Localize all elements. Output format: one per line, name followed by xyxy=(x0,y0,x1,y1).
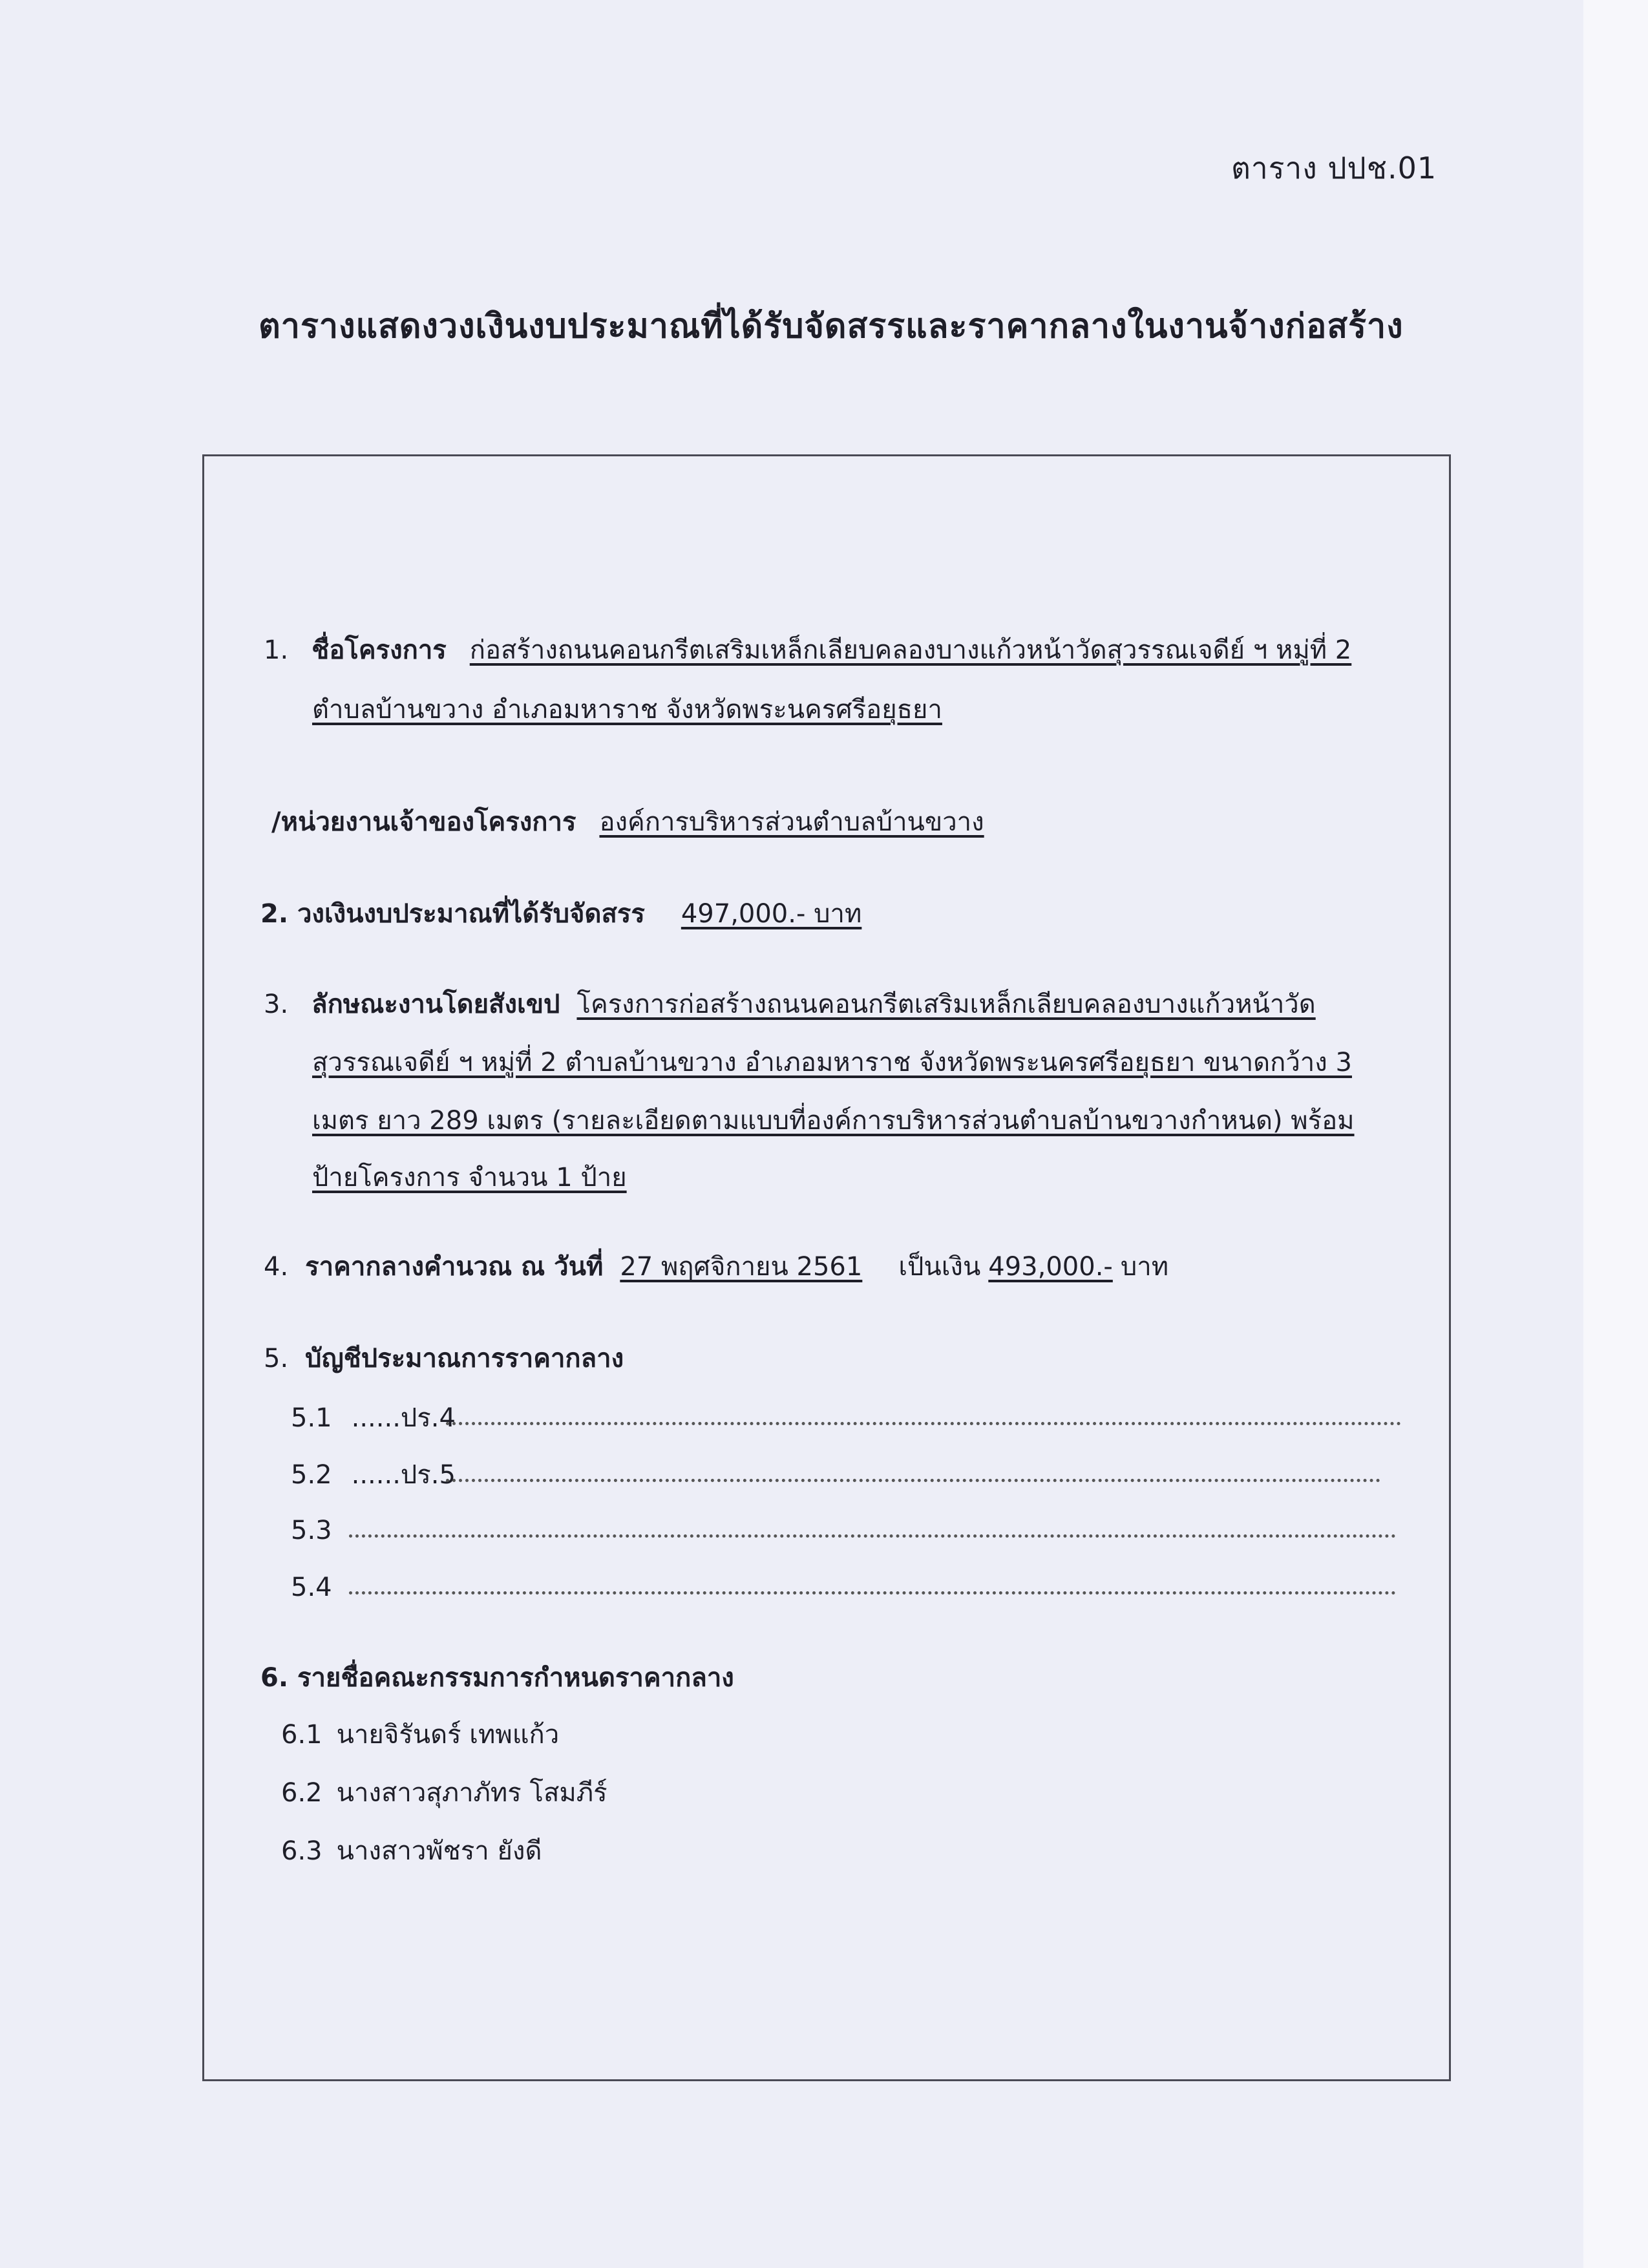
estimate-row-3-number: 5.3 xyxy=(291,1516,332,1545)
committee-member-3-name: นางสาวพัชรา ยังดี xyxy=(336,1836,542,1866)
item1-value-line2: ตำบลบ้านขวาง อำเภอมหาราช จังหวัดพระนครศรีอยุธยา xyxy=(312,695,942,725)
estimate-row-4-number: 5.4 xyxy=(291,1573,332,1602)
estimate-row-2-dotted-line xyxy=(446,1479,1380,1482)
committee-member-3 xyxy=(281,1836,542,1867)
estimate-row-1 xyxy=(291,1403,456,1434)
committee-member-2-name: นางสาวสุภาภัทร โสมภีร์ xyxy=(336,1778,607,1808)
estimate-row-4 xyxy=(291,1572,352,1603)
item4-date: 27 พฤศจิกายน 2561 xyxy=(620,1252,863,1282)
item4-row xyxy=(264,1251,1168,1282)
item4-label: ราคากลางคำนวณ ณ วันที่ xyxy=(305,1252,604,1282)
owner-value: องค์การบริหารส่วนตำบลบ้านขวาง xyxy=(599,807,984,837)
item2-row xyxy=(260,898,861,929)
form-code: ตาราง ปปช.01 xyxy=(1231,151,1437,185)
owner-label: /หน่วยงานเจ้าของโครงการ xyxy=(271,807,576,837)
item1-label: ชื่อโครงการ xyxy=(312,635,447,665)
item2-label: 2. วงเงินงบประมาณที่ได้รับจัดสรร xyxy=(260,899,645,929)
owner-row xyxy=(271,807,984,838)
estimate-row-1-dotted-line xyxy=(446,1422,1401,1425)
estimate-row-1-number: 5.1 xyxy=(291,1403,332,1433)
item3-line1: โครงการก่อสร้างถนนคอนกรีตเสริมเหล็กเลียบคลองบางแก้วหน้าวัด xyxy=(576,990,1316,1019)
scan-edge xyxy=(1583,0,1648,2268)
committee-member-1-name: นายจิรันดร์ เทพแก้ว xyxy=(336,1720,560,1750)
estimate-row-2 xyxy=(291,1459,456,1490)
item3-line2: สุวรรณเจดีย์ ฯ หมู่ที่ 2 ตำบลบ้านขวาง อำเภอมหาราช จังหวัดพระนครศรีอยุธยา ขนาดกว้าง 3 xyxy=(312,1048,1352,1077)
item4-unit: บาท xyxy=(1120,1252,1169,1282)
item4-amount: 493,000.- xyxy=(988,1252,1113,1282)
estimate-row-1-text: ......ปร.4 xyxy=(351,1403,456,1433)
item3-label: ลักษณะงานโดยสังเขป xyxy=(312,990,560,1019)
item1-number: 1. xyxy=(264,635,289,665)
item1-value-line1: ก่อสร้างถนนคอนกรีตเสริมเหล็กเลียบคลองบางแก้วหน้าวัดสุวรรณเจดีย์ ฯ หมู่ที่ 2 xyxy=(469,635,1352,665)
committee-member-3-number: 6.3 xyxy=(281,1836,322,1866)
item5-number: 5. xyxy=(264,1344,289,1373)
estimate-row-4-dotted-line xyxy=(349,1591,1396,1595)
estimate-row-2-number: 5.2 xyxy=(291,1460,332,1490)
estimate-row-3 xyxy=(291,1515,352,1546)
item3-row xyxy=(264,989,1316,1020)
committee-member-1-number: 6.1 xyxy=(281,1720,322,1750)
item2-value: 497,000.- บาท xyxy=(681,899,862,929)
estimate-row-3-dotted-line xyxy=(349,1534,1396,1538)
item4-amount-label: เป็นเงิน xyxy=(898,1252,981,1282)
committee-member-2 xyxy=(281,1777,607,1808)
item4-number: 4. xyxy=(264,1252,289,1282)
item3-line4: ป้ายโครงการ จำนวน 1 ป้าย xyxy=(312,1163,627,1192)
committee-member-2-number: 6.2 xyxy=(281,1778,322,1808)
item3-number: 3. xyxy=(264,990,289,1019)
committee-member-1 xyxy=(281,1719,559,1750)
estimate-row-2-text: ......ปร.5 xyxy=(351,1460,456,1490)
item6-label: 6. รายชื่อคณะกรรมการกำหนดราคากลาง xyxy=(260,1663,734,1693)
item3-line3: เมตร ยาว 289 เมตร (รายละเอียดตามแบบที่องค์การบริหารส่วนตำบลบ้านขวางกำหนด) พร้อม xyxy=(312,1106,1355,1136)
item1-row xyxy=(264,635,1351,666)
item5-label: บัญชีประมาณการราคากลาง xyxy=(305,1344,624,1373)
item5-row xyxy=(264,1343,624,1374)
document-title: ตารางแสดงวงเงินงบประมาณที่ได้รับจัดสรรและราคากลางในงานจ้างก่อสร้าง xyxy=(259,307,1404,346)
